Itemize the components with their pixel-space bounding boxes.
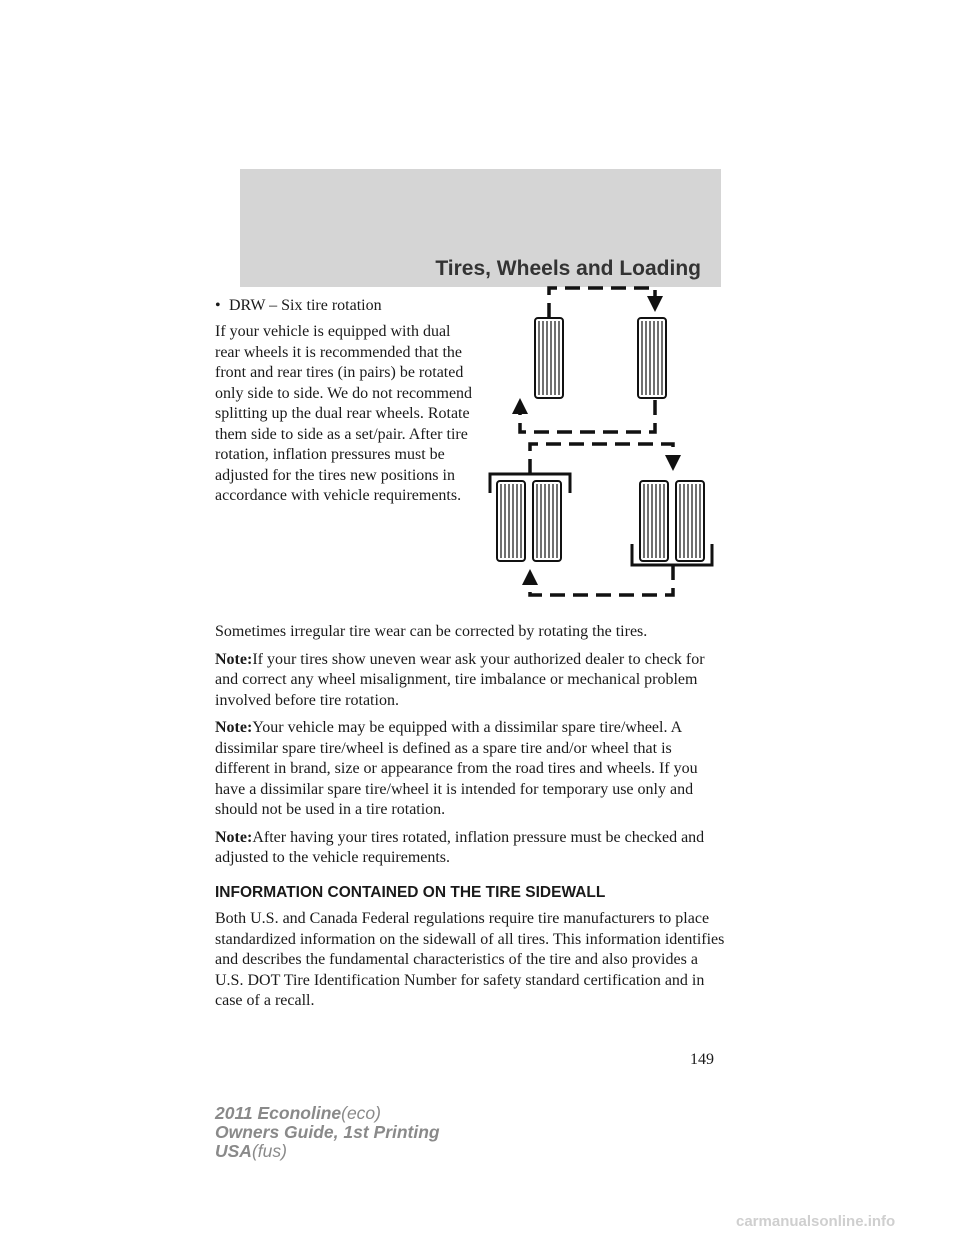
rear-right-inner-tire-icon — [640, 481, 668, 561]
footer-model: 2011 Econoline — [215, 1103, 342, 1123]
note-uneven-wear — [215, 650, 730, 712]
arrow-up-icon — [522, 569, 538, 585]
rotation-sentence: Sometimes irregular tire wear can be corrected by rotating the tires. — [215, 623, 648, 640]
rear-right-outer-tire-icon — [676, 481, 704, 561]
footer-market: USA — [215, 1141, 252, 1161]
footer-line-3 — [215, 1142, 440, 1161]
front-left-tire-icon — [535, 318, 563, 398]
tire-rotation-diagram — [484, 282, 724, 602]
footer-line-1 — [215, 1104, 440, 1123]
footer-imprint — [215, 1104, 440, 1161]
watermark: carmanualsonline.info — [736, 1213, 896, 1230]
arrow-down-icon — [665, 455, 681, 471]
note-label: Note: — [215, 828, 253, 846]
bullet-text: DRW – Six tire rotation — [229, 297, 382, 314]
rear-left-inner-tire-icon — [533, 481, 561, 561]
note-text: Your vehicle may be equipped with a dissimilar spare tire/wheel. A dissimilar spare tire/wheel is defined as a spare tire and/or wheel that is different in brand, size or appearance from the road tires and wheels. If you have a dissimilar spare tire/wheel it is intended for temporary use only and should not be used in a tire rotation. — [215, 719, 698, 818]
sidewall-paragraph: Both U.S. and Canada Federal regulations require tire manufacturers to place standardized information on the sidewall of all tires. This information identifies and describes the fundamental characteristics of the tire and also provides a U.S. DOT Tire Identification Number for safety standard certification and in case of a recall. — [215, 910, 725, 1009]
bullet-symbol: • — [215, 297, 221, 314]
rear-left-outer-tire-icon — [497, 481, 525, 561]
note-inflation-pressure — [215, 828, 730, 869]
footer-model-code: (eco) — [341, 1103, 381, 1123]
note-text: After having your tires rotated, inflation pressure must be checked and adjusted to the vehicle requirements. — [215, 828, 705, 866]
bullet-item — [215, 297, 382, 315]
note-label: Note: — [215, 719, 253, 736]
header-band — [240, 169, 721, 287]
front-right-tire-icon — [638, 318, 666, 398]
main-text — [215, 622, 730, 1019]
sidewall-heading: INFORMATION CONTAINED ON THE TIRE SIDEWALL — [215, 883, 606, 901]
section-title: Tires, Wheels and Loading — [435, 257, 701, 280]
page-number: 149 — [690, 1051, 714, 1068]
intro-paragraph: If your vehicle is equipped with dual rear wheels it is recommended that the front and rear tires (in pairs) be rotated only side to side. We do not recommend splitting up the dual rear wheels. Rotate them side to side as a set/pair. After tire rotation, inflation pressures must be adjusted for the tires new positions in accordance with vehicle requirements. — [215, 323, 473, 504]
footer-market-code: (fus) — [251, 1141, 287, 1161]
footer-line-2: Owners Guide, 1st Printing — [215, 1122, 440, 1142]
arrow-up-icon — [512, 398, 528, 414]
note-label: Note: — [215, 650, 253, 668]
note-text: If your tires show uneven wear ask your authorized dealer to check for and correct any wheel misalignment, tire imbalance or mechanical problem involved before tire rotation. — [215, 650, 705, 709]
arrow-down-icon — [647, 296, 663, 312]
note-dissimilar-spare — [215, 718, 730, 821]
